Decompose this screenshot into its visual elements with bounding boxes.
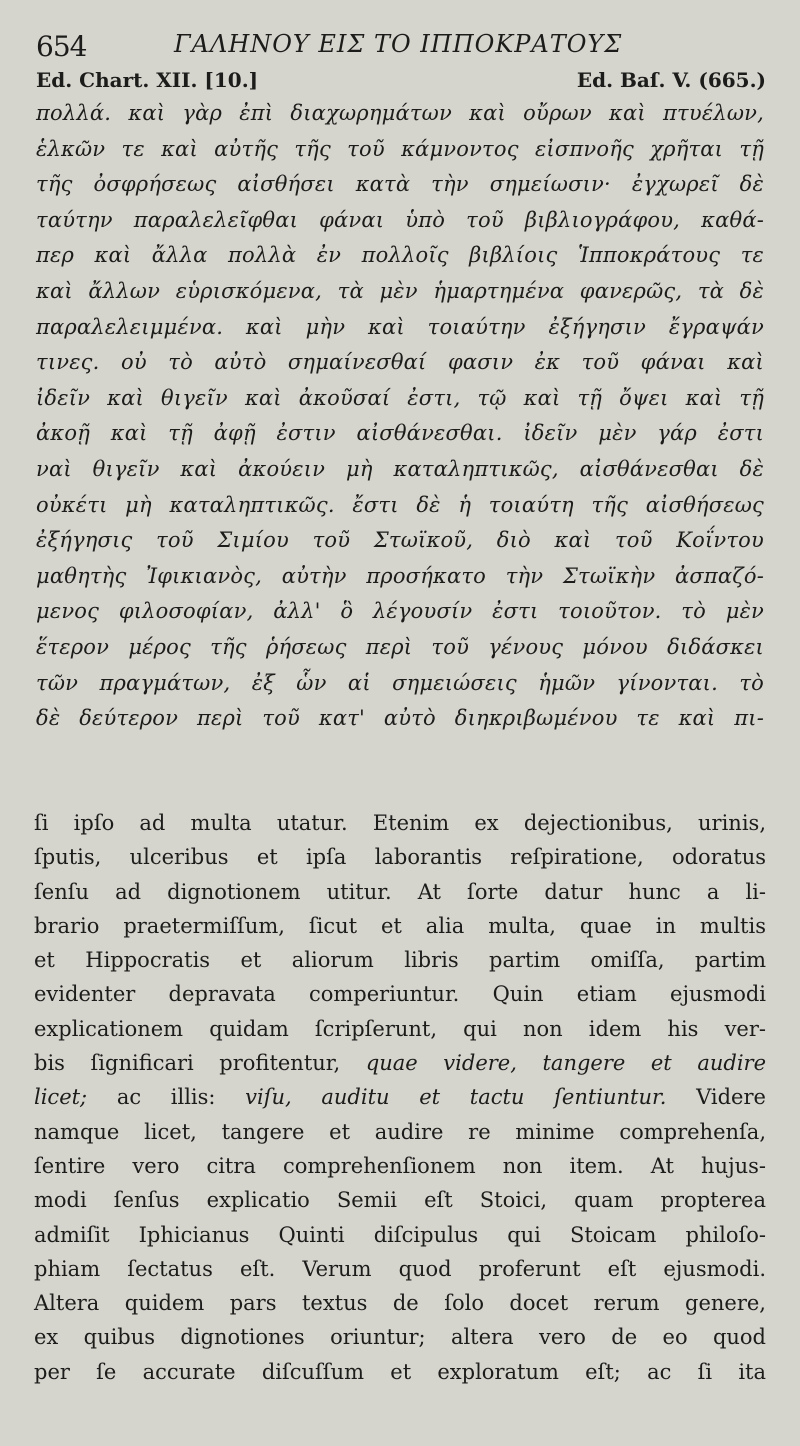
latin-line: ſi ipſo ad multa utatur. Etenim ex dejectionibus, urinis, [34,811,766,835]
greek-line: περ καὶ ἄλλα πολλὰ ἐν πολλοῖς βιβλίοις Ἱπποκράτους τε [36,243,764,268]
latin-line: phiam ſectatus eſt. Verum quod proferunt eſt ejusmodi. [34,1256,766,1281]
greek-line: δὲ δεύτερον περὶ τοῦ κατ' αὐτὸ διηκριβωμένου τε καὶ πι- [36,706,764,731]
latin-line: ſenſu ad dignotionem utitur. At ſorte datur hunc a li- [34,879,766,904]
latin-text: Videre [696,1085,766,1110]
latin-line: per ſe accurate diſcuſſum et exploratum eſt; ac ſi ita [34,1359,766,1384]
greek-line: ἀκοῇ καὶ τῇ ἀφῇ ἐστιν αἰσθάνεσθαι. ἰδεῖν μὲν γάρ ἐστι [36,421,764,446]
greek-line: ἰδεῖν καὶ θιγεῖν καὶ ἀκοῦσαί ἐστι, τῷ καὶ τῇ ὄψει καὶ τῇ [36,385,764,410]
latin-line: et Hippocratis et aliorum libris partim omiſſa, partim [34,948,766,973]
greek-line: ναὶ θιγεῖν καὶ ἀκούειν μὴ καταληπτικῶς, αἰσθάνεσθαι δὲ [36,456,764,481]
greek-line: παραλελειμμένα. καὶ μὴν καὶ τοιαύτην ἐξήγησιν ἔγραψάν [36,314,764,339]
greek-line: ἕτερον μέρος τῆς ῥήσεως περὶ τοῦ γένους μόνου διδάσκει [36,634,764,659]
greek-line: ταύτην παραλελεῖφθαι φάναι ὑπὸ τοῦ βιβλιογράφου, καθά- [36,207,764,232]
latin-line: admiſit Iphicianus Quinti diſcipulus qui Stoicam philoſo- [34,1222,766,1247]
edition-basel-reference: Ed. Baſ. V. (665.) [576,68,766,92]
latin-line: brario praetermiſſum, ſicut et alia multa, quae in multis [34,913,766,938]
latin-text: ac illis: [116,1085,216,1110]
latin-line: ſputis, ulceribus et ipſa laborantis reſpiratione, odoratus [34,845,766,870]
latin-line: modi ſenſus explicatio Semii eſt Stoici, quam propterea [34,1188,766,1213]
page-number: 654 [36,30,87,63]
greek-line: τῆς ὀσφρήσεως αἰσθήσει κατὰ τὴν σημείωσιν· ἐγχωρεῖ δὲ [36,172,764,197]
greek-line: τῶν πραγμάτων, ἐξ ὧν αἱ σημειώσεις ἡμῶν γίνονται. τὸ [36,670,764,695]
latin-line: ſentire vero citra comprehenſionem non item. At hujus- [34,1153,766,1178]
latin-line: Altera quidem pars textus de ſolo docet rerum genere, [34,1291,766,1316]
greek-line: μαθητὴς Ἰφικιανὸς, αὐτὴν προσήκατο τὴν Στωϊκὴν ἀσπαζό- [36,563,764,588]
latin-line: explicationem quidam ſcripſerunt, qui non idem his ver- [34,1016,766,1041]
running-head [36,26,760,66]
latin-text: bis ſignificari profitentur, [34,1051,341,1076]
greek-line: πολλά. καὶ γὰρ ἐπὶ διαχωρημάτων καὶ οὔρων καὶ πτυέλων, [36,101,764,125]
greek-line: καὶ ἄλλων εὑρισκόμενα, τὰ μὲν ἡμαρτημένα φανερῶς, τὰ δὲ [36,278,764,303]
latin-line: evidenter depravata comperiuntur. Quin etiam ejusmodi [34,982,766,1007]
edition-chartier-reference: Ed. Chart. XII. [10.] [36,68,259,92]
latin-line [34,1046,766,1080]
running-title: ΓΑΛΗΝΟΥ ΕΙΣ ΤΟ ΙΠΠΟΚΡΑΤΟΥΣ [174,30,623,58]
greek-line: ἑλκῶν τε καὶ αὐτῆς τῆς τοῦ κάμνοντος εἰσπνοῆς χρῆται τῇ [36,136,764,161]
edition-references [36,68,766,98]
latin-quoted-text: licet; [34,1085,88,1110]
latin-line: ex quibus dignotiones oriuntur; altera vero de eo quod [34,1325,766,1350]
greek-line: τινες. οὐ τὸ αὐτὸ σημαίνεσθαί φασιν ἐκ τοῦ φάναι καὶ [36,350,764,375]
greek-line: μενος φιλοσοφίαν, ἀλλ' ὃ λέγουσίν ἐστι τοιοῦτον. τὸ μὲν [36,599,764,624]
greek-text-block [36,96,764,737]
latin-line [34,1080,766,1114]
greek-line: ἐξήγησις τοῦ Σιμίου τοῦ Στωϊκοῦ, διὸ καὶ τοῦ Κοΐντου [36,528,764,553]
latin-line: namque licet, tangere et audire re minime comprehenſa, [34,1119,766,1144]
latin-text-block [34,806,766,1389]
greek-line: οὐκέτι μὴ καταληπτικῶς. ἔστι δὲ ἡ τοιαύτη τῆς αἰσθήσεως [36,492,764,517]
latin-quoted-text: viſu, auditu et tactu ſentiuntur. [245,1085,667,1110]
latin-quoted-text: quae videre, tangere et audire [365,1051,766,1076]
